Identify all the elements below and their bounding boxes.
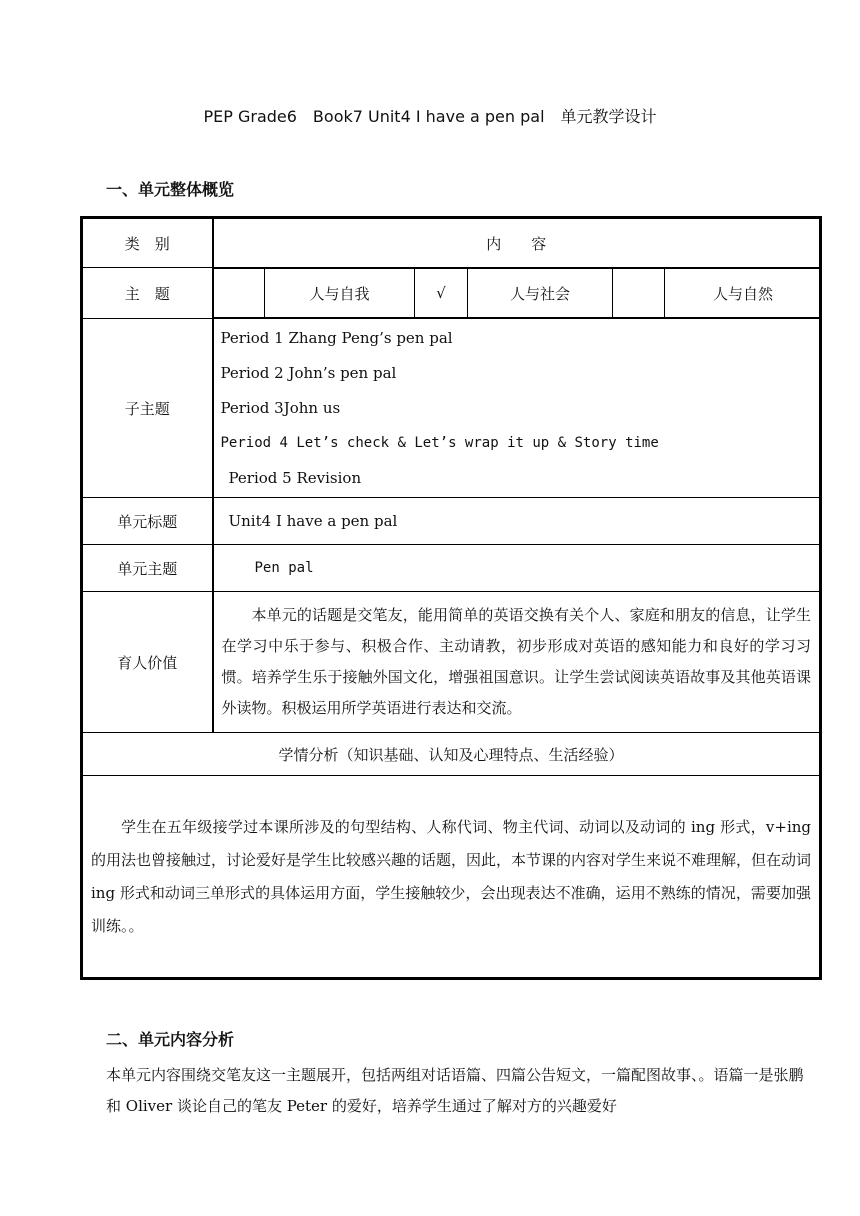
period-2: Period 2 John’s pen pal [220,363,397,382]
period-3: Period 3John us [220,398,341,417]
theme-checkbox-self [214,269,265,318]
content-analysis-paragraph: 本单元内容围绕交笔友这一主题展开，包括两组对话语篇、四篇公告短文，一篇配图故事、。语篇一是张鹏和 Oliver 谈论自己的笔友 Peter 的爱好，培养学生通过了解对方的兴趣爱好 [106,1066,804,1115]
section-heading-content-analysis: 二、单元内容分析 [106,1030,235,1049]
header-content: 内 容 [213,218,821,268]
document-title: PEP Grade6 Book7 Unit4 I have a pen pal 单元教学设计 [203,107,657,126]
subtheme-cell [213,319,821,498]
theme-options [214,268,823,318]
section-heading-overview: 一、单元整体概览 [106,180,235,199]
value-text: 本单元的话题是交笔友，能用简单的英语交换有关个人、家庭和朋友的信息，让学生在学习中乐于参与、积极合作、主动请教，初步形成对英语的感知能力和良好的学习习惯。培养学生乐于接触外国文化，增强祖国意识。让学生尝试阅读英语故事及其他英语课外读物。积极运用所学英语进行表达和交流。 [221,606,811,717]
header-category: 类 别 [82,218,213,268]
theme-option-nature: 人与自然 [665,269,822,318]
theme-checkbox-nature [613,269,665,318]
theme-option-society: 人与社会 [468,269,613,318]
value-cell [213,592,821,733]
unit-title-label: 单元标题 [82,498,213,545]
value-label: 育人价值 [82,592,213,733]
period-4: Period 4 Let’s check & Let’s wrap it up & Story time [220,434,659,451]
subtheme-label: 子主题 [82,319,213,498]
unit-overview-table [80,216,822,980]
unit-theme-value: Pen pal [213,545,821,592]
unit-title-value: Unit4 I have a pen pal [213,498,821,545]
analysis-header: 学情分析（知识基础、认知及心理特点、生活经验） [82,733,821,776]
period-1: Period 1 Zhang Peng’s pen pal [220,328,453,347]
theme-label: 主 题 [82,268,213,319]
analysis-cell [82,776,821,979]
period-5: Period 5 Revision [228,468,362,487]
analysis-text: 学生在五年级接学过本课所涉及的句型结构、人称代词、物主代词、动词以及动词的 ing 形式，v+ing 的用法也曾接触过，讨论爱好是学生比较感兴趣的话题，因此，本节课的内容对学生来说不难理解，但在动词 ing 形式和动词三单形式的具体运用方面，学生接触较少，会出现表达不准确，运用不熟练的情况，需要加强训练。。 [91,817,812,935]
theme-options-cell [213,268,821,319]
theme-checkbox-society: √ [415,269,468,318]
unit-theme-label: 单元主题 [82,545,213,592]
theme-option-self: 人与自我 [265,269,415,318]
